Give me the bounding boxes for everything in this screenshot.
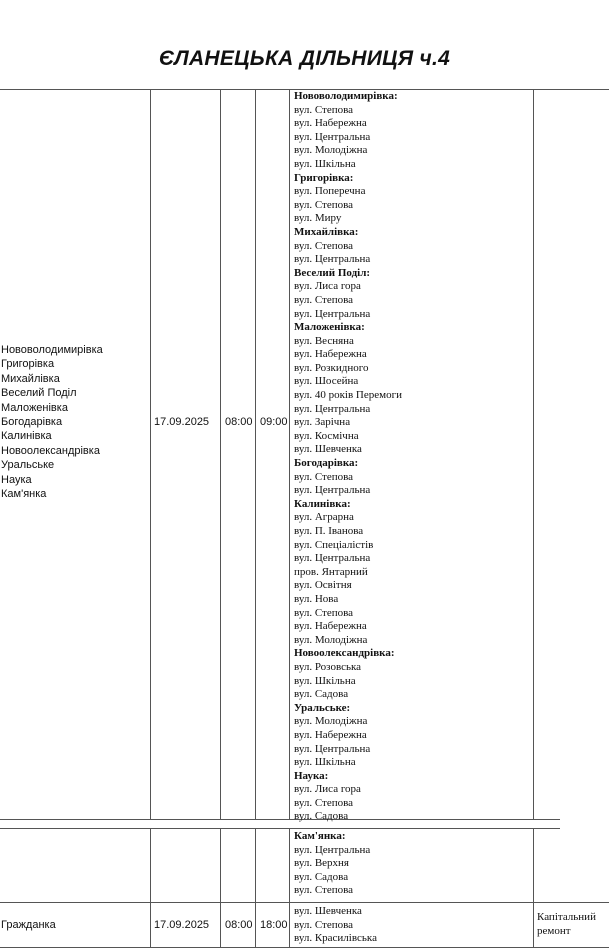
street-item: вул. Степова [294,239,354,252]
street-item: вул. Шкільна [294,756,356,769]
street-item: вул. Центральна [294,742,371,755]
col-divider-5 [533,89,534,819]
settlement-name: Богодарівка [1,415,63,428]
settlement-name: Наука [1,473,32,486]
street-item: вул. Набережна [294,620,367,633]
street-item: вул. Набережна [294,348,367,361]
settlement-name: Уральське [1,459,55,472]
street-item: вул. Верхня [294,857,349,870]
col-divider-5-row2 [533,902,534,947]
row1-bottom-border [0,819,560,820]
row2-end-time: 18:00 [260,919,288,931]
col-divider-5-cont [533,828,534,902]
street-item: вул. Аграрна [294,511,354,524]
street-item: вул. Центральна [294,130,371,143]
street-item: вул. Шевченка [294,905,362,917]
street-item: вул. Набережна [294,728,367,741]
street-item: вул. Центральна [294,402,371,415]
street-item: вул. П. Іванова [294,525,364,537]
street-item: вул. Космічна [294,429,359,442]
col-divider-2 [220,89,221,819]
street-item: вул. Шкільна [294,157,356,170]
street-item: вул. Садова [294,810,349,823]
street-item: вул. Набережна [294,117,367,130]
street-item: вул. Садова [294,688,349,701]
street-item: вул. Степова [294,293,354,306]
street-item: вул. Лиса гора [294,280,361,293]
settlement-name: Маложенівка [1,401,68,414]
page-title: ЄЛАНЕЦЬКА ДІЛЬНИЦЯ ч.4 [158,47,451,70]
street-item: вул. Степова [294,796,354,809]
row1-streets [294,90,402,824]
street-item: вул. Молодіжна [294,633,368,646]
street-item: вул. Поперечна [294,185,366,198]
settlement-name: Нововолодимирівка [1,344,103,356]
settlement-name: Григорівка [1,358,55,371]
street-item: вул. Степова [294,198,354,211]
col-divider-4 [289,89,290,819]
row1-start-time: 08:00 [225,416,253,428]
row1-cont-top-border [0,828,560,829]
street-item: вул. Центральна [294,484,371,497]
street-item: вул. Центральна [294,843,371,856]
street-item: вул. Шкільна [294,674,356,687]
row2-streets [294,905,377,946]
street-item: вул. Молодіжна [294,144,368,157]
col-divider-4-cont [289,828,290,902]
street-item: вул. Спеціалістів [294,538,374,551]
col-divider-1-cont [150,828,151,902]
settlement-name: Калинівка [1,430,52,443]
col-divider-3-row2 [255,902,256,947]
settlement-heading: Богодарівка: [294,457,359,470]
settlement-heading: Уральське: [294,701,351,714]
settlement-heading: Веселий Поділ: [294,266,371,279]
row1-date: 17.09.2025 [154,416,210,428]
street-item: вул. Степова [294,884,354,897]
settlement-name: Михайлівка [1,372,60,385]
col-divider-2-row2 [220,902,221,947]
row1-end-time: 09:00 [260,416,288,428]
settlement-heading: Новоолександрівка: [294,647,395,660]
street-item: вул. Розкидного [294,361,369,374]
col-divider-2-cont [220,828,221,902]
col-divider-1 [150,89,151,819]
street-item: вул. Степова [294,918,354,931]
settlement-heading: Калинівка: [294,497,351,510]
street-item: вул. Шосейна [294,375,359,388]
street-item: вул. Красилівська [294,932,377,945]
row1-streets-continued [294,830,370,898]
street-item: вул. Шевченка [294,443,362,456]
street-item: вул. Нова [294,592,339,605]
street-item: вул. Степова [294,606,354,619]
street-item: вул. Зарічна [294,416,351,429]
street-item: вул. Весняна [294,334,354,347]
street-item: вул. Степова [294,470,354,483]
reason-line-2: ремонт [537,924,571,937]
settlement-heading: Нововолодимирівка: [294,90,398,102]
settlement-heading: Григорівка: [294,171,354,184]
settlement-name: Новоолександрівка [1,444,100,457]
row2-date: 17.09.2025 [154,919,210,931]
row2-top-border [0,902,609,903]
table-bottom-border [0,947,609,948]
row2-settlement: Гражданка [1,919,56,931]
street-item: вул. Лиса гора [294,783,361,796]
settlement-heading: Кам'янка: [294,830,346,842]
settlement-name: Кам'янка [1,487,47,500]
street-item: вул. Центральна [294,253,371,266]
settlement-name: Веселий Поділ [1,387,77,400]
settlement-heading: Михайлівка: [294,225,359,238]
street-item: вул. 40 років Перемоги [294,389,402,402]
street-item: вул. Молодіжна [294,715,368,728]
col-divider-4-row2 [289,902,290,947]
row2-reason [537,911,596,938]
street-item: вул. Миру [294,212,342,225]
street-item: вул. Центральна [294,307,371,320]
col-divider-1-row2 [150,902,151,947]
street-item: пров. Янтарний [294,565,368,578]
col-divider-3-cont [255,828,256,902]
row1-settlements [1,343,103,501]
reason-line-1: Капітальний [537,911,596,923]
settlement-heading: Маложенівка: [294,321,365,334]
col-divider-3 [255,89,256,819]
street-item: вул. Освітня [294,579,352,592]
settlement-heading: Наука: [294,769,329,782]
street-item: вул. Степова [294,103,354,116]
street-item: вул. Садова [294,870,349,883]
row2-start-time: 08:00 [225,919,253,931]
street-item: вул. Розовська [294,660,362,673]
street-item: вул. Центральна [294,552,371,565]
